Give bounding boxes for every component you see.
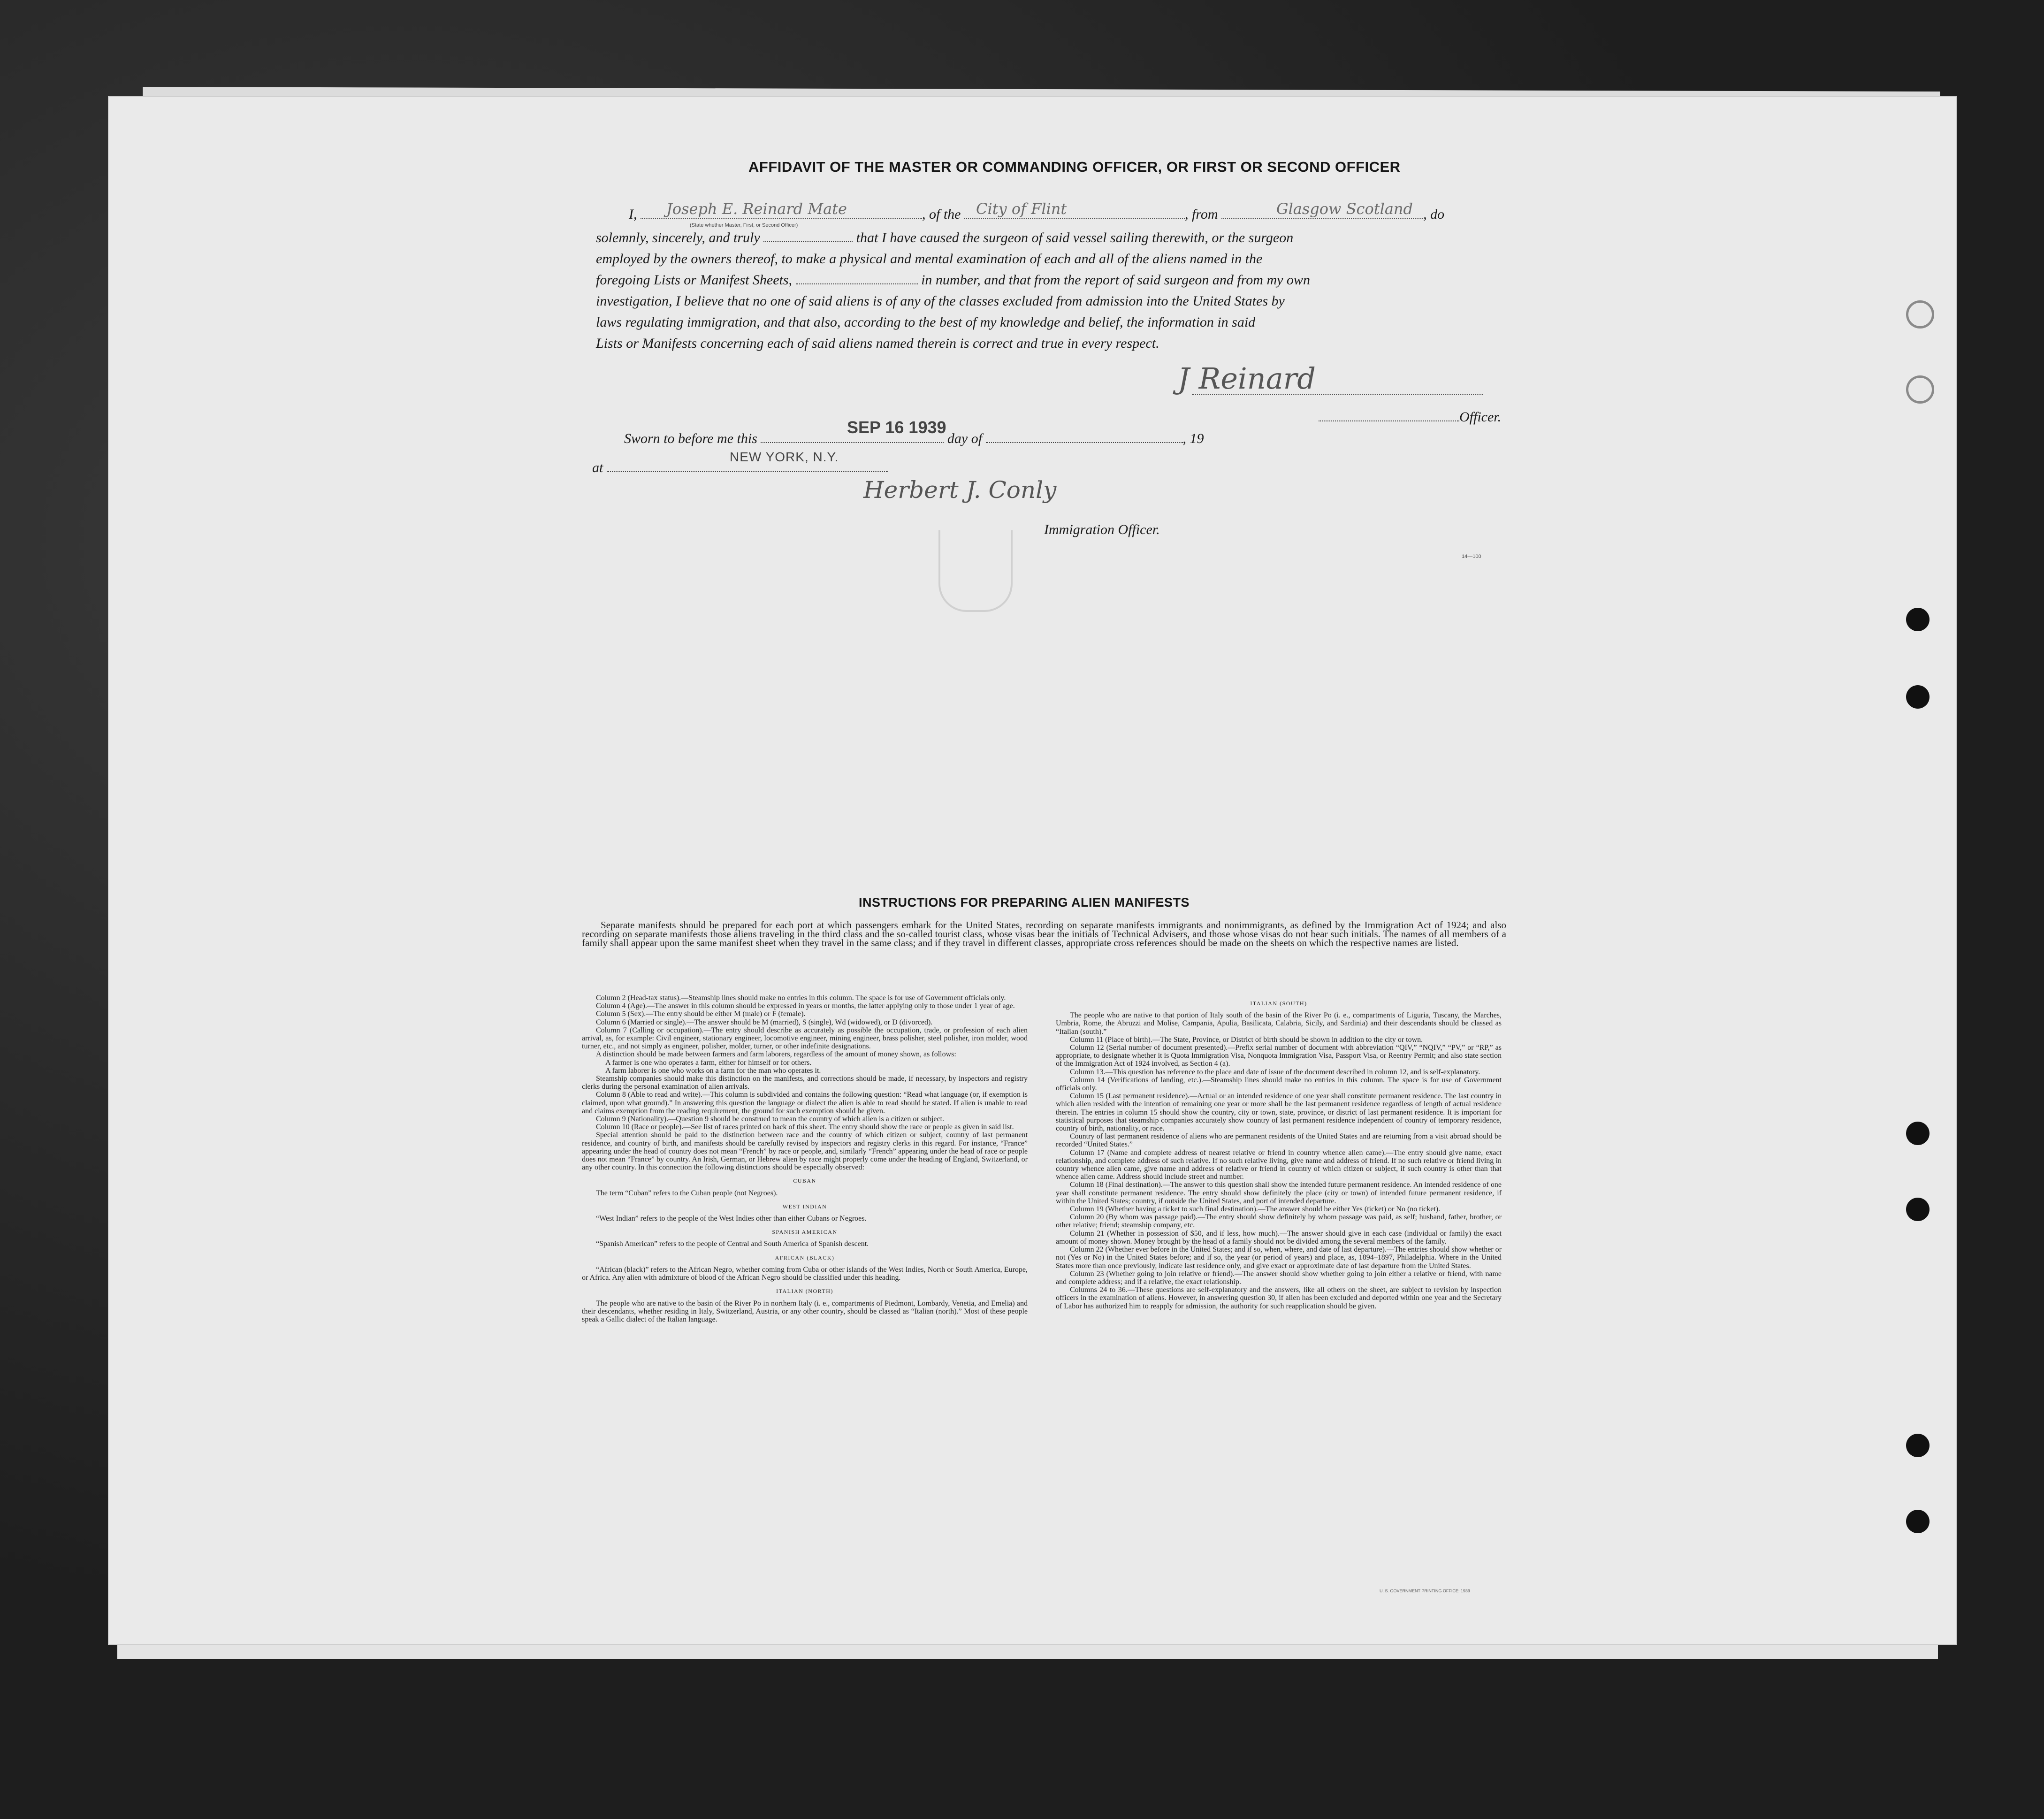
instruction-paragraph: A farm laborer is one who works on a farm for the man who operates it. (605, 1066, 821, 1075)
instruction-paragraph: Special attention should be paid to the distinction between race and the country of which citizen or subject, country of last permanent residence, and country of birth, and manifests should be carefully revised by inspectors and registry clerks in this regard. For instance, “France” appearing under the head of country does not mean “French” by race or people, and, similarly “French” appearing under the head of race or people does not mean “France” by country. An Irish, German, or Hebrew alien by race might properly come under the heading of England, Switzerland, or any other country. In this connection the following distinctions should be especially observed: (582, 1131, 1028, 1172)
instructions-right-column (1056, 1000, 1502, 1310)
instructions-title: INSTRUCTIONS FOR PREPARING ALIEN MANIFESTS (859, 895, 1190, 910)
instruction-paragraph: Column 23 (Whether going to join relative or friend).—The answer should show whether going to join either a relative or friend, with name and complete address; and if a relative, the exact relationship. (1056, 1269, 1502, 1286)
instruction-paragraph: A distinction should be made between farmers and farm laborers, regardless of the amount of money shown, as follows: (596, 1050, 956, 1059)
instruction-paragraph: Column 11 (Place of birth).—The State, Province, or District of birth should be shown in addition to the city or town. (1070, 1035, 1423, 1044)
instruction-paragraph: “West Indian” refers to the people of the West Indies other than either Cubans or Negroes. (596, 1215, 867, 1223)
affidavit-title: AFFIDAVIT OF THE MASTER OR COMMANDING OFFICER, OR FIRST OR SECOND OFFICER (748, 159, 1401, 175)
affidavit-line-3: employed by the owners thereof, to make a physical and mental examination of each and all of the aliens named in the (596, 251, 1263, 267)
printer-imprint: U. S. GOVERNMENT PRINTING OFFICE: 1939 (1380, 1589, 1470, 1593)
instruction-paragraph: Column 6 (Married or single).—The answer should be M (married), S (single), Wd (widowed), or D (divorced). (596, 1018, 933, 1026)
immigration-officer-label: Immigration Officer. (1044, 522, 1160, 537)
instruction-paragraph: The people who are native to that portion of Italy south of the basin of the River Po (i. e., compartments of Liguria, Tuscany, the Marches, Umbria, Rome, the Abruzzi and Molise, Campania, Apulia, Basilicata, Calabria, Sicily, and Sardinia) and their descendants should be classed as “Italian (south).” (1056, 1011, 1502, 1036)
punch-hole-icon (1906, 1510, 1930, 1533)
instruction-paragraph: Column 4 (Age).—The answer in this column should be expressed in years or months, the latter applying only to those under 1 year of age. (596, 1002, 1015, 1010)
ink-stain (938, 530, 1013, 612)
affidavit-line-4: foregoing Lists or Manifest Sheets, in number, and that from the report of said surgeon and from my own (596, 272, 1310, 288)
instruction-paragraph: Column 13.—This question has reference to the place and date of issue of the document described in column 12, and is self-explanatory. (1070, 1068, 1480, 1076)
instructions-left-column (582, 994, 1028, 1323)
sworn-date-stamp: SEP 16 1939 (847, 418, 946, 437)
section-heading: WEST INDIAN (782, 1203, 827, 1210)
handwritten-officer-name: Joseph E. Reinard Mate (666, 200, 847, 218)
section-heading: SPANISH AMERICAN (772, 1229, 838, 1236)
instruction-paragraph: Column 8 (Able to read and write).—This column is subdivided and contains the following question: “Read what language (or, if exemption is claimed, upon what ground).” In answering this question the language or dialect the alien is able to read should be stated. If alien is unable to read and claims exemption from the reading requirement, the ground for such exemption should be given. (582, 1091, 1028, 1115)
affidavit-line-5: investigation, I believe that no one of said aliens is of any of the classes excluded from admission into the United States by (596, 293, 1285, 309)
form-number: 14—100 (1462, 554, 1481, 559)
instruction-paragraph: Column 2 (Head-tax status).—Steamship lines should make no entries in this column. The space is for use of Government officials only. (596, 994, 1006, 1002)
section-heading: CUBAN (793, 1177, 816, 1185)
instruction-paragraph: Column 10 (Race or people).—See list of races printed on back of this sheet. The entry should show the race or people as given in said list. (596, 1123, 1014, 1131)
instruction-paragraph: Column 21 (Whether in possession of $50, and if less, how much).—The answer should give in each case (individual or family) the exact amount of money shown. Money brought by the head of a family should not be divided among the several members of the family. (1056, 1229, 1502, 1246)
instruction-paragraph: “African (black)” refers to the African Negro, whether coming from Cuba or other islands of the West Indies, North or South America, Europe, or Africa. Any alien with admixture of blood of the African Negro should be classified under this heading. (582, 1265, 1028, 1282)
affidavit-line-6: laws regulating immigration, and that also, according to the best of my knowledge and belief, the information in said (596, 314, 1256, 330)
handwritten-vessel-name: City of Flint (976, 200, 1067, 218)
instruction-paragraph: Column 14 (Verifications of landing, etc.).—Steamship lines should make no entries in this column. The space is for use of Government officials only. (1056, 1076, 1502, 1093)
affidavit-line-2: solemnly, sincerely, and truly that I have caused the surgeon of said vessel sailing therewith, or the surgeon (596, 230, 1294, 245)
instruction-paragraph: Column 19 (Whether having a ticket to such final destination).—The answer should be either Yes (ticket) or No (no ticket). (1070, 1205, 1441, 1214)
punch-hole-icon (1906, 300, 1934, 329)
instruction-paragraph: Steamship companies should make this distinction on the manifests, and corrections should be made, if necessary, by inspectors and registry clerks during the personal examination of alien arrivals. (582, 1075, 1028, 1091)
instruction-paragraph: Columns 24 to 36.—These questions are self-explanatory and the answers, like all others on the sheet, are subject to revision by inspection officers in the examination of aliens. However, in answering question 30, if alien has been excluded and deported within one year and the Secretary of Labor has authorized him to reapply for admission, the authority for such reapplication should be given. (1056, 1286, 1502, 1310)
instruction-paragraph: Column 18 (Final destination).—The answer to this question shall show the intended future permanent residence. An intended residence of one year shall constitute permanent residence. The entry should show definitely the place (city or town) of intended future permanent residence, if within the United States; country, if outside the United States, and port of intended departure. (1056, 1181, 1502, 1205)
instruction-paragraph: Column 20 (By whom was passage paid).—The entry should show definitely by whom passage was paid, as self; husband, father, brother, or other relative; friend; steamship company, etc. (1056, 1213, 1502, 1230)
punch-hole-icon (1906, 608, 1930, 631)
signature-line (1192, 394, 1483, 395)
instruction-paragraph: The people who are native to the basin of the River Po in northern Italy (i. e., compartments of Piedmont, Lombardy, Venetia, and Emelia) and their descendants, whether residing in Italy, Switzerland, Austria, or any other country, should be classed as “Italian (north).” Most of these people speak a Gallic dialect of the Italian language. (582, 1299, 1028, 1323)
punch-hole-icon (1906, 375, 1934, 404)
punch-hole-icon (1906, 685, 1930, 709)
instruction-paragraph: “Spanish American” refers to the people of Central and South America of Spanish descent. (596, 1240, 869, 1248)
handwritten-departure-port: Glasgow Scotland (1276, 200, 1413, 218)
instruction-paragraph: Column 9 (Nationality).—Question 9 should be construed to mean the country of which alien is a citizen or subject. (596, 1115, 945, 1124)
section-heading: ITALIAN (SOUTH) (1250, 1000, 1307, 1007)
instruction-paragraph: The term “Cuban” refers to the Cuban people (not Negroes). (596, 1189, 778, 1197)
instruction-paragraph: Column 7 (Calling or occupation).—The entry should describe as accurately as possible the occupation, trade, or profession of each alien arrival, as, for example: Civil engineer, stationary engineer, locomotive engineer, mining engineer, brass polisher, steel polisher, iron molder, wood turner, etc., and not simply as engineer, polisher, molder, turner, or other indefinite designations. (582, 1026, 1028, 1051)
place-line: at (592, 460, 888, 476)
affidavit-line-1: I, , of the , from , do (629, 206, 1445, 222)
immigration-officer-signature: Herbert J. Conly (863, 476, 1057, 504)
instructions-intro: Separate manifests should be prepared for each port at which passengers embark for the United States, recording on separate manifests immigrants and nonimmigrants, as defined by the Immigration Act of 1924; and also recording on separate manifests those aliens traveling in the third class and the so-called tourist class, whose visas bear the initials of Technical Advisers, and those whose visas do not bear such initials. The names of all members of a family shall appear upon the same manifest sheet when they travel in the same class; and if they travel in different classes, appropriate cross references should be made on the sheets on which the respective names are listed. (582, 919, 1506, 948)
instruction-paragraph: Column 22 (Whether ever before in the United States; and if so, when, where, and date of last departure).—The entries should show whether or not (Yes or No) in the United States before; and if so, the year (or period of years) and place, as, 1894–1897, Philadelphia. Where in the United States more than once previously, indicate last residence only, and give exact or approximate date of last departure from the United States. (1056, 1246, 1502, 1270)
section-heading: ITALIAN (NORTH) (776, 1288, 833, 1295)
officer-line: Officer. (1319, 409, 1501, 425)
punch-hole-icon (1906, 1198, 1930, 1221)
punch-hole-icon (1906, 1434, 1930, 1457)
master-signature: J Reinard (1178, 361, 1316, 396)
instruction-paragraph: Column 12 (Serial number of document presented).—Prefix serial number of document with abbreviation “QIV,” “NQIV,” “PV,” or “RP,” as appropriate, to designate whether it is Quota Immigration Visa, Nonquota Immigration Visa, Passport Visa, or Reentry Permit; and also state section of the Immigration Act of 1924 involved, as Section 4 (a). (1056, 1044, 1502, 1068)
rank-note: (State whether Master, First, or Second Officer) (690, 222, 798, 228)
instruction-paragraph: Country of last permanent residence of aliens who are permanent residents of the United States and are returning from a visit abroad should be recorded “United States.” (1056, 1132, 1502, 1149)
punch-hole-icon (1906, 1122, 1930, 1145)
section-heading: AFRICAN (BLACK) (775, 1254, 835, 1261)
place-stamp: NEW YORK, N.Y. (730, 450, 839, 464)
instruction-paragraph: Column 15 (Last permanent residence).—Actual or an intended residence of one year shall constitute permanent residence. The last country in which alien resided with the intention of remaining one year or more shall be the last permanent residence regardless of length of actual residence therein. The entries in column 15 should show the country, city or town, state, province, or district of last permanent residence. It is important for statistical purposes that steamship companies accurately show country of last permanent residence independent of country of temporary residence, country of birth, nationality, or race. (1056, 1092, 1502, 1133)
instruction-paragraph: Column 17 (Name and complete address of nearest relative or friend in country whence alien came).—The entry should give name, exact relationship, and complete address of such relative. If no such relative living, give name and address of friend. If no such relative or friend living in country whence alien came, give name and address of relative or friend in country of which citizen or subject, if such country is other than that whence alien came. Address should include street and number. (1056, 1148, 1502, 1181)
sworn-line: Sworn to before me this day of , 19 (624, 431, 1204, 446)
instruction-paragraph: Column 5 (Sex).—The entry should be either M (male) or F (female). (596, 1010, 806, 1018)
instruction-paragraph: A farmer is one who operates a farm, either for himself or for others. (605, 1058, 812, 1067)
affidavit-line-7: Lists or Manifests concerning each of said aliens named therein is correct and true in every respect. (596, 336, 1159, 351)
